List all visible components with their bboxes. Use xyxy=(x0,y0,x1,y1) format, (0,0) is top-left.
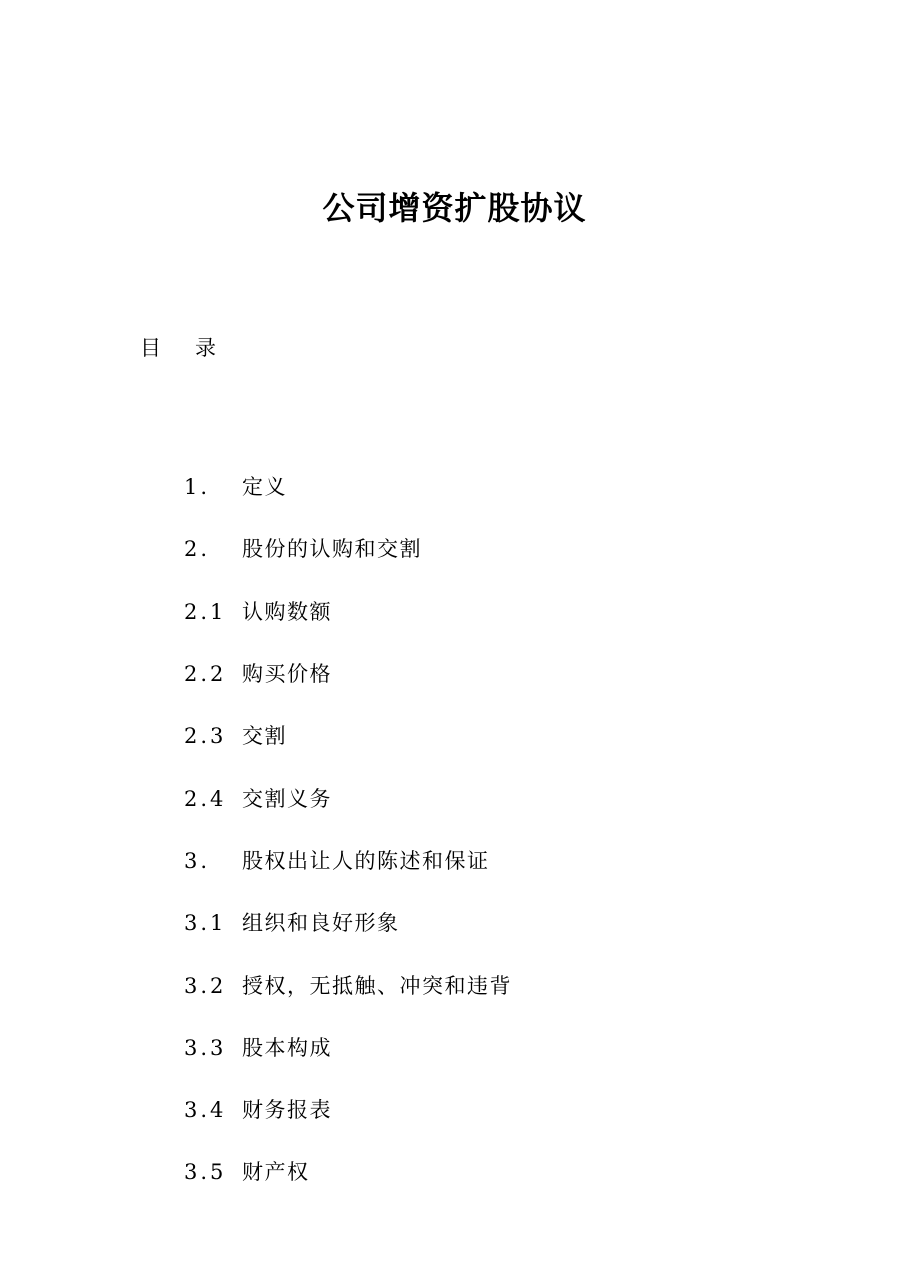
toc-entry-number: 3.1 xyxy=(184,911,227,936)
toc-entry[interactable] xyxy=(184,830,512,892)
toc-entry-label: 股份的认购和交割 xyxy=(242,537,422,562)
toc-entry[interactable] xyxy=(184,705,512,767)
toc-entry-label: 认购数额 xyxy=(242,599,332,624)
toc-entry[interactable] xyxy=(184,1141,512,1203)
toc-entry[interactable] xyxy=(184,1017,512,1079)
toc-entry-number: 2.1 xyxy=(184,599,227,624)
toc-entry-label: 购买价格 xyxy=(242,662,332,687)
toc-entry-label: 定义 xyxy=(242,475,287,500)
toc-entry-number: 2.4 xyxy=(184,786,227,811)
toc-heading xyxy=(140,333,216,363)
toc-entry[interactable] xyxy=(184,1079,512,1141)
toc-entry[interactable] xyxy=(184,518,512,580)
toc-entry[interactable] xyxy=(184,456,512,518)
toc-entry-label: 股本构成 xyxy=(242,1035,332,1060)
toc-entry-label: 财产权 xyxy=(242,1160,310,1185)
toc-entry[interactable] xyxy=(184,643,512,705)
toc-entry-label: 交割 xyxy=(242,724,287,749)
toc-entry[interactable] xyxy=(184,892,512,954)
toc-entry-number: 3. xyxy=(184,848,211,873)
toc-entry-number: 3.5 xyxy=(184,1160,227,1185)
toc-entry-label: 组织和良好形象 xyxy=(242,911,400,936)
toc-entry[interactable] xyxy=(184,767,512,829)
toc-entry-number: 3.3 xyxy=(184,1035,227,1060)
toc-entry-number: 2.3 xyxy=(184,724,227,749)
toc-heading-second-char: 录 xyxy=(195,336,216,360)
toc-entry[interactable] xyxy=(184,581,512,643)
toc-entry-number: 2. xyxy=(184,537,211,562)
toc-entry-number: 3.4 xyxy=(184,1098,227,1123)
toc-entry[interactable] xyxy=(184,954,512,1016)
toc-entry-label: 股权出让人的陈述和保证 xyxy=(242,848,490,873)
toc-entry-label: 交割义务 xyxy=(242,786,332,811)
toc-entry-number: 2.2 xyxy=(184,662,227,687)
toc-entry-number: 3.2 xyxy=(184,973,227,998)
toc-entry-number: 1. xyxy=(184,475,211,500)
toc-heading-first-char: 目 xyxy=(140,336,161,360)
toc-entry-label: 授权，无抵触、冲突和违背 xyxy=(242,973,512,998)
table-of-contents xyxy=(184,456,512,1204)
document-title: 公司增资扩股协议 xyxy=(322,189,587,227)
toc-entry-label: 财务报表 xyxy=(242,1098,332,1123)
